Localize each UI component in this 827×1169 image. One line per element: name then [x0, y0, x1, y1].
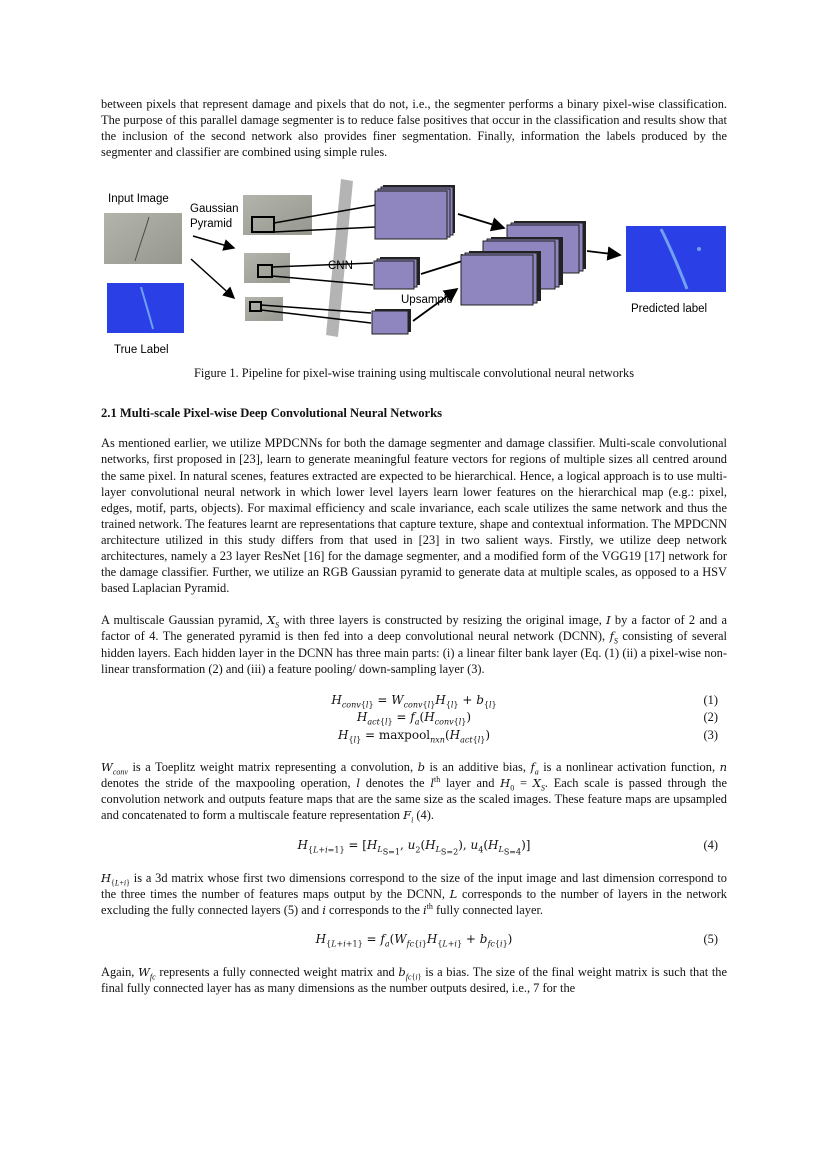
paragraph-1: As mentioned earlier, we utilize MPDCNNs for both the damage segmenter and damage classifier. Multi-scale convolutional networks, first proposed in [23], learn to generate meaningful feature vectors for regions of multiple sizes all centred around the same pixel. In natural scenes, features extracted are expected to be hierarchical. Hence, a logical approach is to use multi-layer convolutional neural network in which lower level layers learn lower features on the hierarchical map (e.g.: pixel, edges, motif, parts, objects). For maximal efficiency and scale invariance, each scale utilizes the same network and thus the trained network. The features learnt are representations that capture texture, shape and contextual information. The MPDCNN architecture utilized in this study differs from that used in [23] in two salient ways. Firstly, we utilize deep network architectures, namely a 23 layer ResNet [16] for the damage segmenter, and a modified form of the VGG19 [17] network for the damage classifier. Further, we utilize an RGB Gaussian pyramid to generate data at multiple scales, as opposed to a HSV based Laplacian Pyramid.: [101, 436, 727, 596]
upsample-label: Upsample: [401, 294, 453, 307]
intro-paragraph: between pixels that represent damage and pixels that do not, i.e., the segmenter performs a binary pixel-wise classification. The purpose of this parallel damage segmenter is to reduce false positives that occur in the classification and results show that the inclusion of the second network also provides finer segmentation. Finally, information the labels produced by the segmenter and classifier are combined using simple rules.: [101, 97, 727, 160]
equation-number: (4): [703, 837, 718, 852]
arrow: [193, 236, 234, 248]
equation-number: (5): [703, 931, 718, 946]
cnn-label: CNN: [328, 260, 353, 273]
page-content: [101, 96, 727, 996]
equation-2: $H_{act\{l\}} = f_a(H_{conv\{l\}})$ (2): [356, 710, 718, 727]
section-heading: 2.1 Multi-scale Pixel-wise Deep Convolutional Neural Networks: [101, 406, 443, 421]
figure-1: [101, 179, 727, 355]
arrow: [191, 259, 234, 298]
equation-number: (2): [703, 710, 718, 725]
pyramid-label: Pyramid: [190, 218, 233, 231]
predicted-label-image: [626, 226, 726, 292]
pyramid-level-3: [245, 297, 283, 321]
paragraph-3: $W_{conv}$ is a Toeplitz weight matrix representing a convolution, b is an additive bias, $f_a$ is a nonlinear activation function, n denotes the stride of the maxpooling operation, l denotes the $l^{th}$ layer and $H_0 = X_S$. Each scale is passed through the convolution network and outputs feature maps that are the same size as the scaled images. These feature maps are upsampled and concatenated to form a multiscale feature representation $F_i$ (4).: [101, 760, 728, 825]
pyramid-level-2: [244, 253, 290, 283]
paragraph-2: A multiscale Gaussian pyramid, $X_S$ with three layers is constructed by resizing the original image, I by a factor of 2 and a factor of 4. The generated pyramid is then fed into a deep convolutional neural network (DCNN), $f_S$ consisting of several hidden layers. Each hidden layer in the DCNN has three main parts: (i) a linear filter bank layer (Eq. (1) (ii) a pixel-wise non-linear transformation (2) and (iii) a feature pooling/ down-sampling layer (3).: [101, 613, 727, 676]
predicted-label-caption: Predicted label: [631, 303, 708, 316]
input-image-label: Input Image: [108, 193, 169, 206]
gaussian-label: Gaussian: [190, 203, 239, 216]
arrow: [458, 214, 504, 228]
paragraph-4: $H_{\{L+i\}}$ is a 3d matrix whose first two dimensions correspond to the size of the input image and last dimension correspond to the three times the number of features maps output by the DCNN, L corresponds to the number of layers in the network excluding the fully connected layers (5) and i corresponds to the $i^{th}$ fully connected layer.: [101, 870, 727, 917]
equation-number: (3): [703, 727, 718, 742]
cnn-bar: [326, 179, 353, 337]
feature-map-stack-small: [372, 309, 411, 334]
feature-map-stack-large: [375, 185, 455, 239]
input-image: [104, 213, 182, 264]
equation-1: $H_{conv\{l\}} = W_{conv\{l\}}H_{\{l\}} + b_{\{l\}}$ (1): [331, 692, 718, 710]
paragraph-5: Again, $W_{fc}$ represents a fully connected weight matrix and $b_{fc\{i\}}$ is a bias. The size of the final weight matrix is such that the final fully connected layer has as many dimensions as the number outputs desired, i.e., 7 for the: [101, 964, 727, 995]
upsampled-feature-stack: [461, 221, 586, 305]
true-label-caption: True Label: [114, 344, 169, 357]
true-label-image: [107, 283, 184, 333]
equation-4: $H_{\{L+i=1\}} = [H_{L_{S=1}}$, $u_2(H_{L_{S=2}})$, $u_4(H_{L_{S=4}})$] (4): [297, 837, 718, 857]
equation-5: $H_{\{L+i+1\}} = f_a(W_{fc\{i\}}H_{\{L+i\}} + b_{fc\{i\}})$ (5): [315, 931, 718, 949]
pyramid-level-1: [243, 195, 312, 235]
equation-3: $H_{\{l\}}$ = $maxpool_{nxn}(H_{act\{l\}})$ (3): [337, 727, 718, 745]
feature-map-stack-medium: [374, 257, 420, 289]
equation-number: (1): [703, 692, 718, 707]
arrow: [587, 251, 620, 255]
figure-caption: Figure 1. Pipeline for pixel-wise training using multiscale convolutional neural networks: [193, 366, 635, 381]
